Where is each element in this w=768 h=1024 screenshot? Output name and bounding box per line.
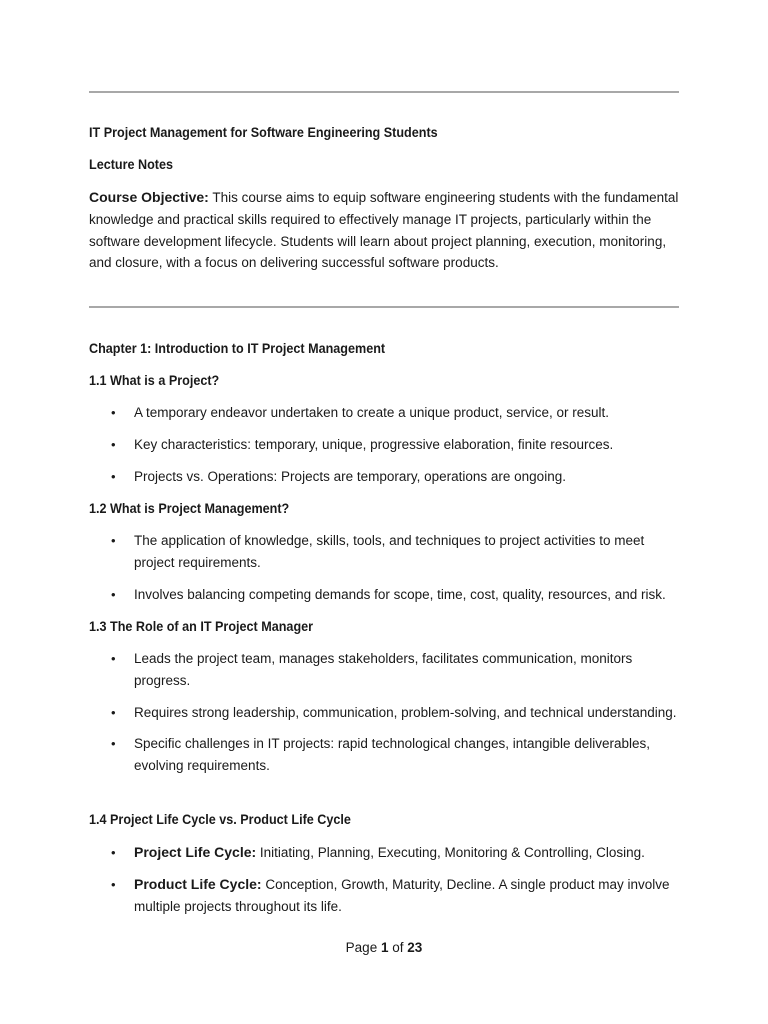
of-word: of <box>392 940 404 955</box>
current-page-number: 1 <box>380 940 389 955</box>
item-lead: Product Life Cycle: <box>134 875 262 892</box>
list-item: • Key characteristics: temporary, unique, progressive elaboration, finite resources. <box>89 434 679 456</box>
list-item: • Project Life Cycle: Initiating, Planning, Executing, Monitoring & Controlling, Closing. <box>89 842 679 864</box>
list-item: • Requires strong leadership, communication, problem-solving, and technical understanding. <box>89 702 679 724</box>
course-objective <box>89 187 679 274</box>
course-objective-label: Course Objective: <box>89 189 209 205</box>
bullet-list <box>89 402 679 487</box>
document-title: IT Project Management for Software Engineering Students <box>89 124 438 140</box>
list-item: • Product Life Cycle: Conception, Growth, Maturity, Decline. A single product may involve multiple projects throughout its life. <box>111 875 670 914</box>
section-heading: 1.3 The Role of an IT Project Manager <box>89 618 314 634</box>
page-word: Page <box>345 940 378 955</box>
bullet-list <box>89 842 679 917</box>
chapter-title: Chapter 1: Introduction to IT Project Management <box>89 340 386 356</box>
list-item: • The application of knowledge, skills, tools, and techniques to project activities to meet project requirements. <box>89 530 679 574</box>
bullet-list <box>89 648 679 777</box>
total-pages-number: 23 <box>407 940 423 955</box>
bullet-icon: • <box>111 876 116 892</box>
item-lead: Project Life Cycle: <box>134 844 257 860</box>
section-heading: 1.2 What is Project Management? <box>89 500 290 516</box>
bullet-icon: • <box>111 651 116 666</box>
bullet-icon: • <box>111 704 116 720</box>
bullet-icon: • <box>111 845 116 860</box>
bullet-list <box>89 530 679 605</box>
bullet-icon: • <box>111 586 116 602</box>
list-item: • Projects vs. Operations: Projects are temporary, operations are ongoing. <box>89 466 679 488</box>
document-subtitle: Lecture Notes <box>89 156 174 172</box>
bullet-icon: • <box>111 468 116 484</box>
list-item: • A temporary endeavor undertaken to create a unique product, service, or result. <box>89 402 679 424</box>
course-objective-text: This course aims to equip software engineering students with the fundamental knowledge and practical skills required to effectively manage IT projects, particularly within the software development lifecycle. Students will learn about project planning, execution, monitoring, and closure, with a focus on delivering successful software products. <box>89 190 679 271</box>
list-item: • Involves balancing competing demands for scope, time, cost, quality, resources, and risk. <box>89 584 679 606</box>
list-item: • Leads the project team, manages stakeholders, facilitates communication, monitors progress. <box>89 648 679 692</box>
section-heading: 1.1 What is a Project? <box>89 372 220 388</box>
objective-divider <box>89 306 679 308</box>
page-footer <box>0 940 768 955</box>
list-item: • Specific challenges in IT projects: rapid technological changes, intangible deliverables, evolving requirements. <box>89 733 679 777</box>
bullet-icon: • <box>111 405 116 420</box>
bullet-icon: • <box>111 436 116 452</box>
bullet-icon: • <box>111 533 116 548</box>
section-heading: 1.4 Project Life Cycle vs. Product Life Cycle <box>89 811 351 827</box>
bullet-icon: • <box>111 736 116 752</box>
top-divider <box>89 91 679 93</box>
